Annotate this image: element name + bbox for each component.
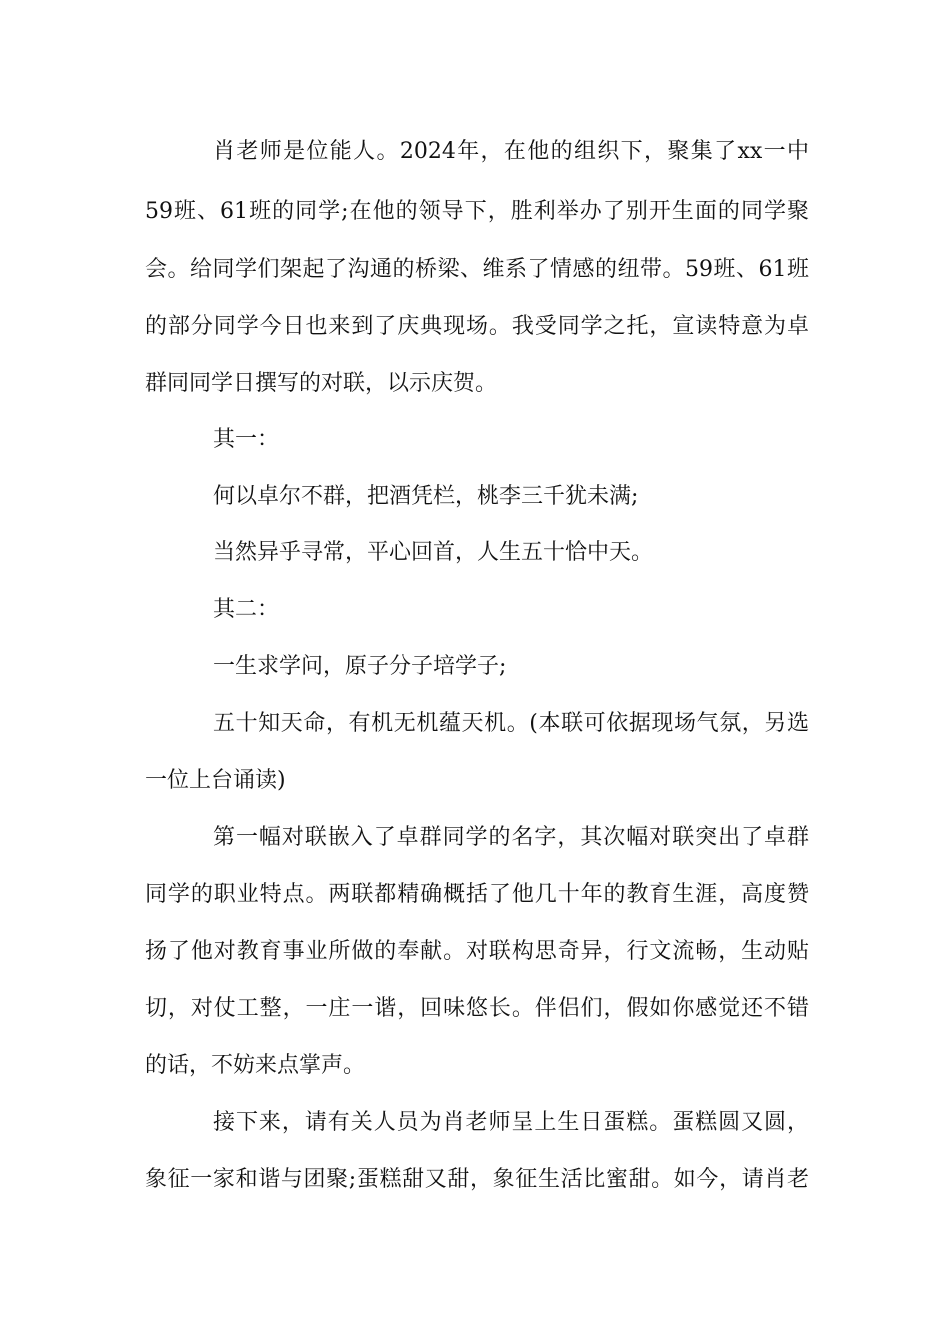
couplet-line: 一生求学问，原子分子培学子; <box>213 654 507 679</box>
text-line: 的话，不妨来点掌声。 <box>145 1053 366 1078</box>
couplet-line: 当然异乎寻常，平心回首，人生五十恰中天。 <box>213 540 654 565</box>
text-line: 扬了他对教育事业所做的奉献。对联构思奇异，行文流畅，生动贴 <box>145 939 809 964</box>
text-line: 切，对仗工整，一庄一谐，回味悠长。伴侣们，假如你感觉还不错 <box>145 996 809 1021</box>
couplet-heading: 其一： <box>213 427 280 452</box>
couplet-heading: 其二： <box>213 597 280 622</box>
text-line: 的部分同学今日也来到了庆典现场。我受同学之托，宣读特意为卓 <box>145 314 809 339</box>
text-line: 第一幅对联嵌入了卓群同学的名字，其次幅对联突出了卓群 <box>213 825 809 850</box>
text-line: 象征一家和谐与团聚;蛋糕甜又甜，象征生活比蜜甜。如今，请肖老 <box>145 1167 809 1192</box>
text-line: 一位上台诵读) <box>145 768 286 793</box>
couplet-line: 五十知天命，有机无机蕴天机。(本联可依据现场气氛，另选 <box>213 711 809 736</box>
text-line: 接下来，请有关人员为肖老师呈上生日蛋糕。蛋糕圆又圆， <box>213 1110 809 1135</box>
text-line: 会。给同学们架起了沟通的桥梁、维系了情感的纽带。59班、61班 <box>145 257 809 282</box>
text-line: 同学的职业特点。两联都精确概括了他几十年的教育生涯，高度赞 <box>145 882 809 907</box>
text-line: 59班、61班的同学;在他的领导下，胜利举办了别开生面的同学聚 <box>145 199 809 224</box>
text-line: 群同同学日撰写的对联，以示庆贺。 <box>145 371 498 396</box>
couplet-line: 何以卓尔不群，把酒凭栏，桃李三千犹未满; <box>213 484 639 509</box>
text-line: 肖老师是位能人。2024年，在他的组织下，聚集了xx一中 <box>213 139 809 164</box>
